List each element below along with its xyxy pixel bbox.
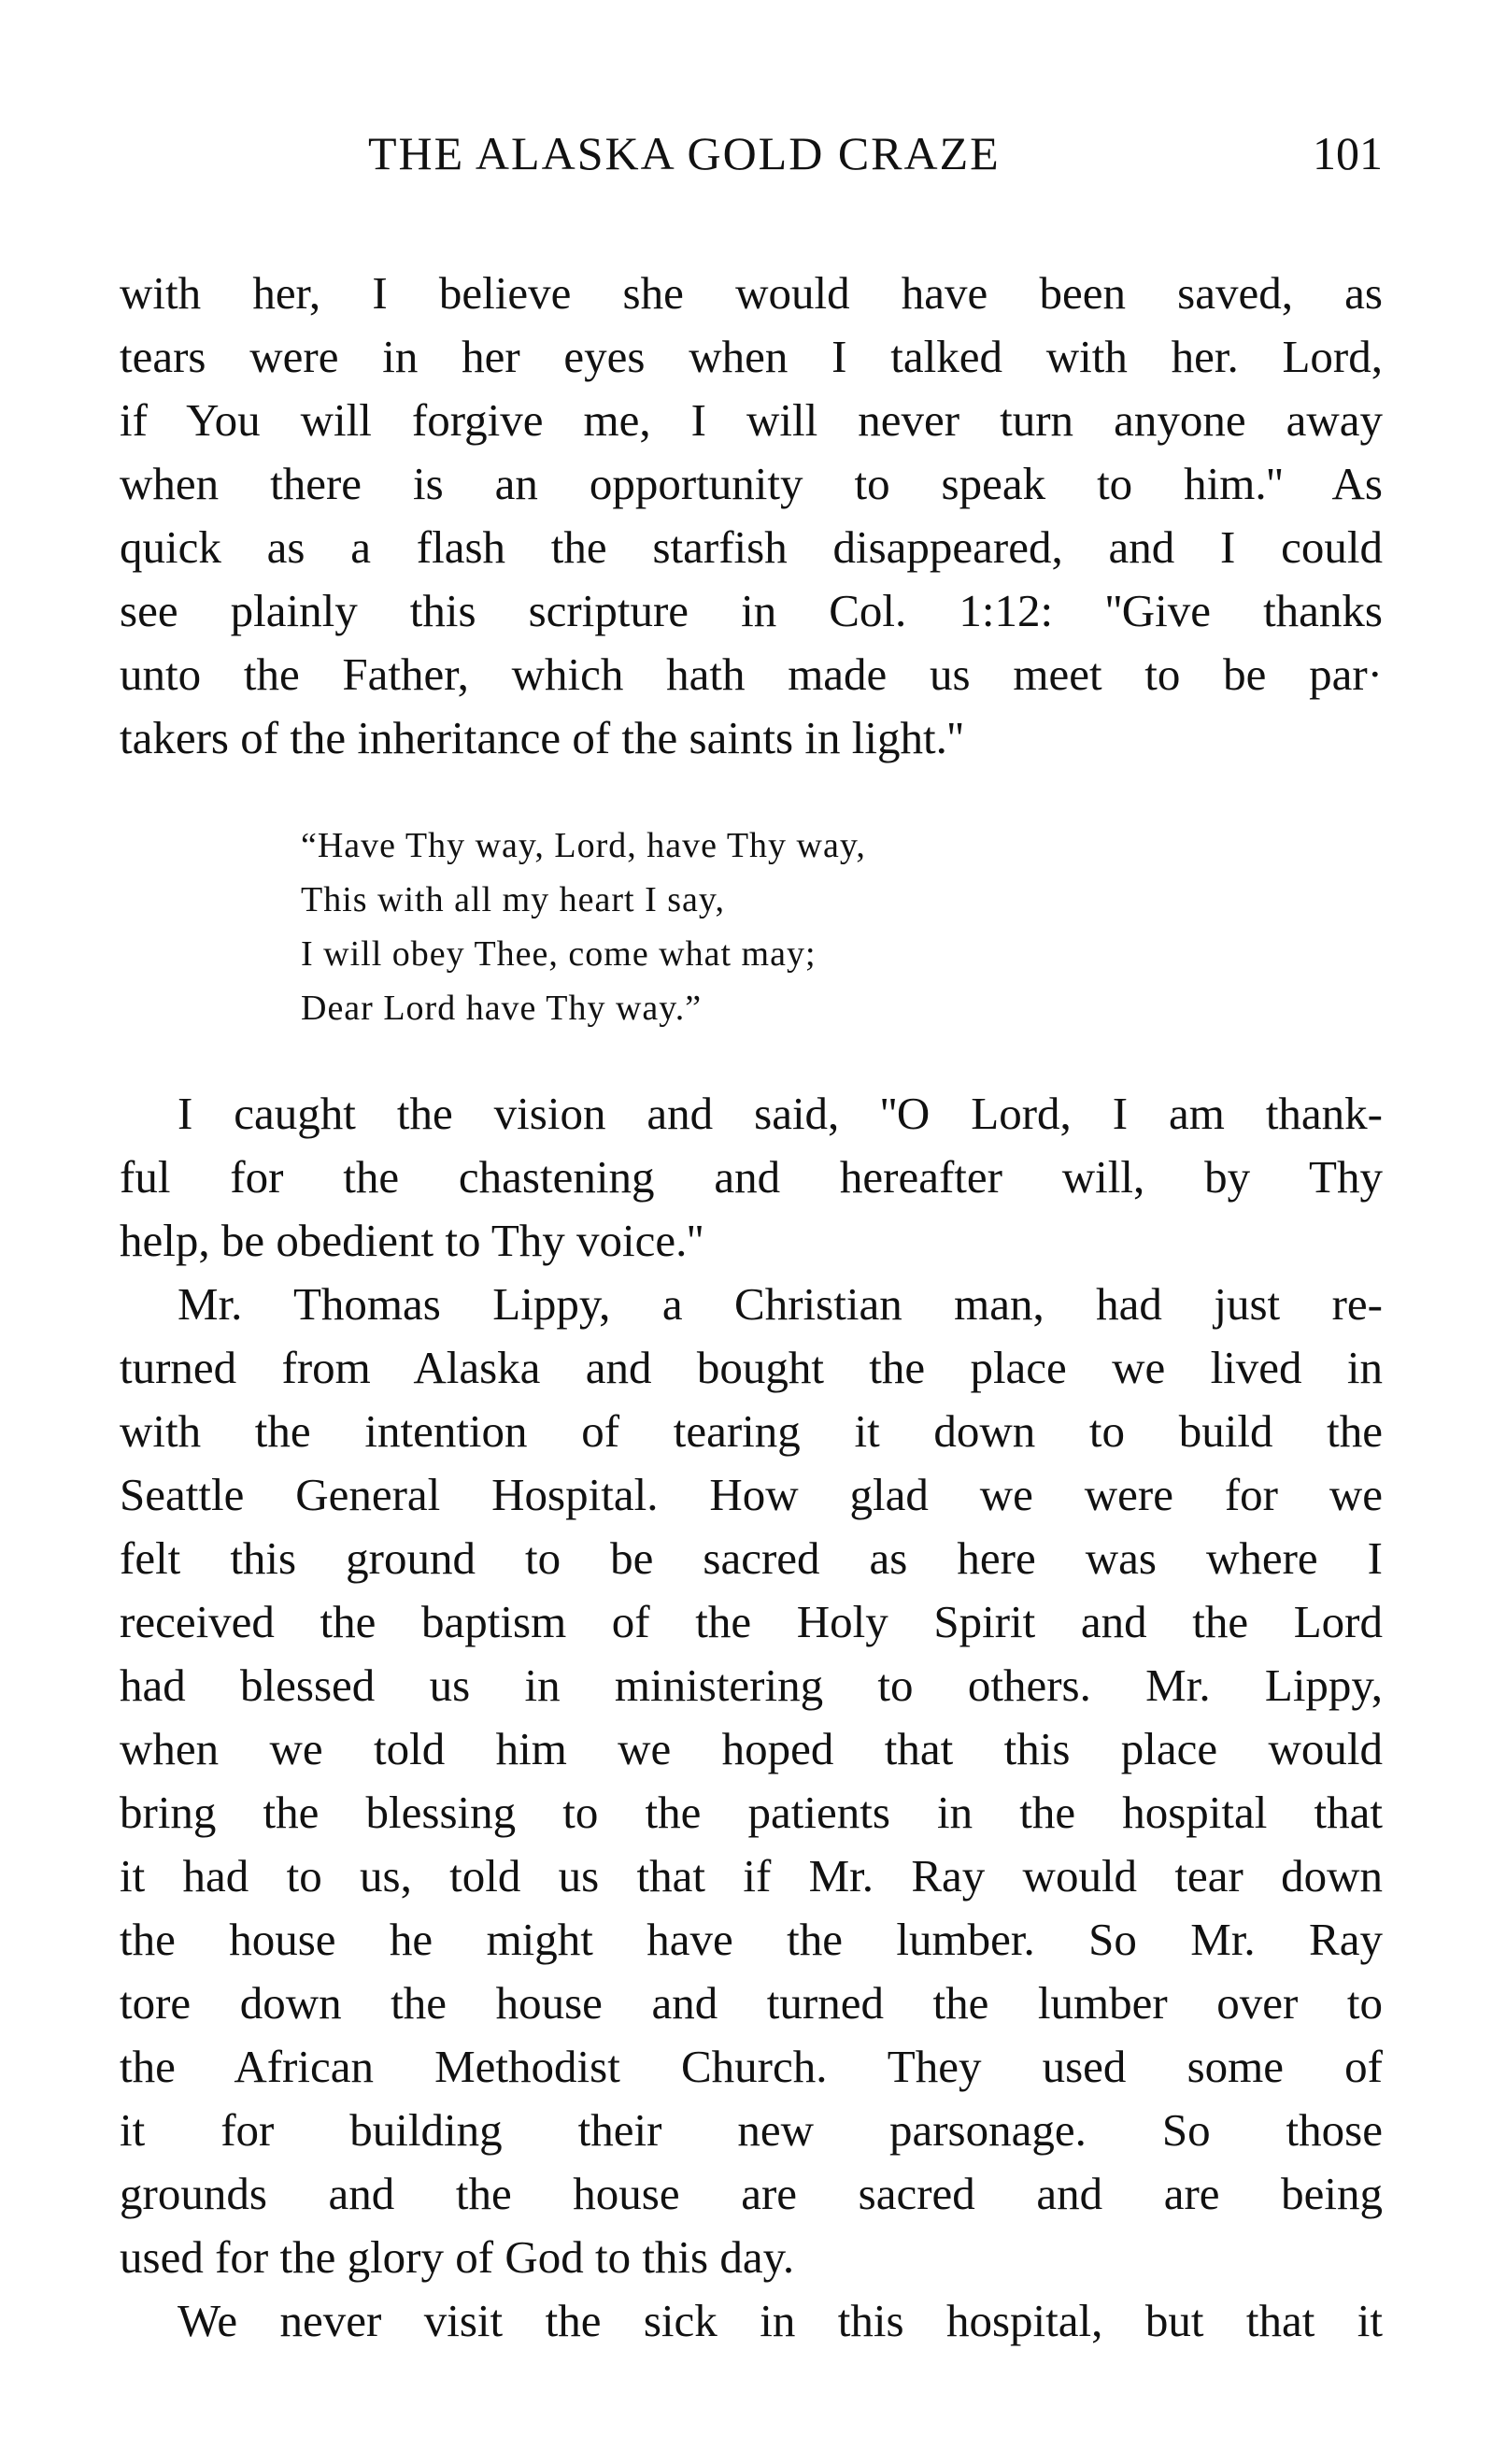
page-number: 101 <box>1313 127 1383 179</box>
verse-line: I will obey Thee, come what may; <box>301 934 817 974</box>
text-line: the African Methodist Church. They used some of <box>120 2041 1383 2092</box>
text-line: when there is an opportunity to speak to him.'' As <box>120 458 1383 509</box>
text-line: tears were in her eyes when I talked with her. Lord, <box>120 331 1383 382</box>
text-line: turned from Alaska and bought the place we lived in <box>120 1342 1383 1393</box>
text-line: had blessed us in ministering to others. Mr. Lippy, <box>120 1659 1383 1711</box>
verse-line: “Have Thy way, Lord, have Thy way, <box>301 826 866 865</box>
text-line: quick as a flash the starfish disappeared, and I could <box>120 521 1383 573</box>
text-line: bring the blessing to the patients in the hospital that <box>120 1787 1383 1838</box>
text-line: with her, I believe she would have been saved, as <box>120 267 1383 319</box>
text-line: when we told him we hoped that this place would <box>120 1723 1383 1774</box>
page-header <box>120 126 1383 192</box>
text-line: help, be obedient to Thy voice.'' <box>120 1215 704 1266</box>
text-line: tore down the house and turned the lumber over to <box>120 1977 1383 2029</box>
text-line: unto the Father, which hath made us meet to be par· <box>120 648 1383 700</box>
running-title: THE ALASKA GOLD CRAZE <box>368 127 1001 179</box>
text-line: Mr. Thomas Lippy, a Christian man, had just re- <box>178 1278 1383 1330</box>
text-line: with the intention of tearing it down to build the <box>120 1405 1383 1457</box>
text-line: see plainly this scripture in Col. 1:12: ''Give thanks <box>120 585 1383 636</box>
text-line: used for the glory of God to this day. <box>120 2231 795 2283</box>
text-line: if You will forgive me, I will never turn anyone away <box>120 394 1383 446</box>
text-line: I caught the vision and said, ''O Lord, I am thank- <box>178 1088 1383 1139</box>
text-line: received the baptism of the Holy Spirit and the Lord <box>120 1596 1383 1647</box>
text-line: We never visit the sick in this hospital, but that it <box>178 2295 1383 2346</box>
text-line: the house he might have the lumber. So Mr. Ray <box>120 1914 1383 1965</box>
text-line: it had to us, told us that if Mr. Ray would tear down <box>120 1850 1383 1901</box>
text-line: felt this ground to be sacred as here was where I <box>120 1532 1383 1584</box>
text-line: grounds and the house are sacred and are being <box>120 2168 1383 2219</box>
verse-line: This with all my heart I say, <box>301 880 725 919</box>
verse-line: Dear Lord have Thy way.” <box>301 989 703 1028</box>
text-line: Seattle General Hospital. How glad we were for we <box>120 1469 1383 1520</box>
text-line: ful for the chastening and hereafter will, by Thy <box>120 1151 1383 1203</box>
text-line: takers of the inheritance of the saints in light.'' <box>120 712 964 763</box>
text-line: it for building their new parsonage. So those <box>120 2104 1383 2156</box>
